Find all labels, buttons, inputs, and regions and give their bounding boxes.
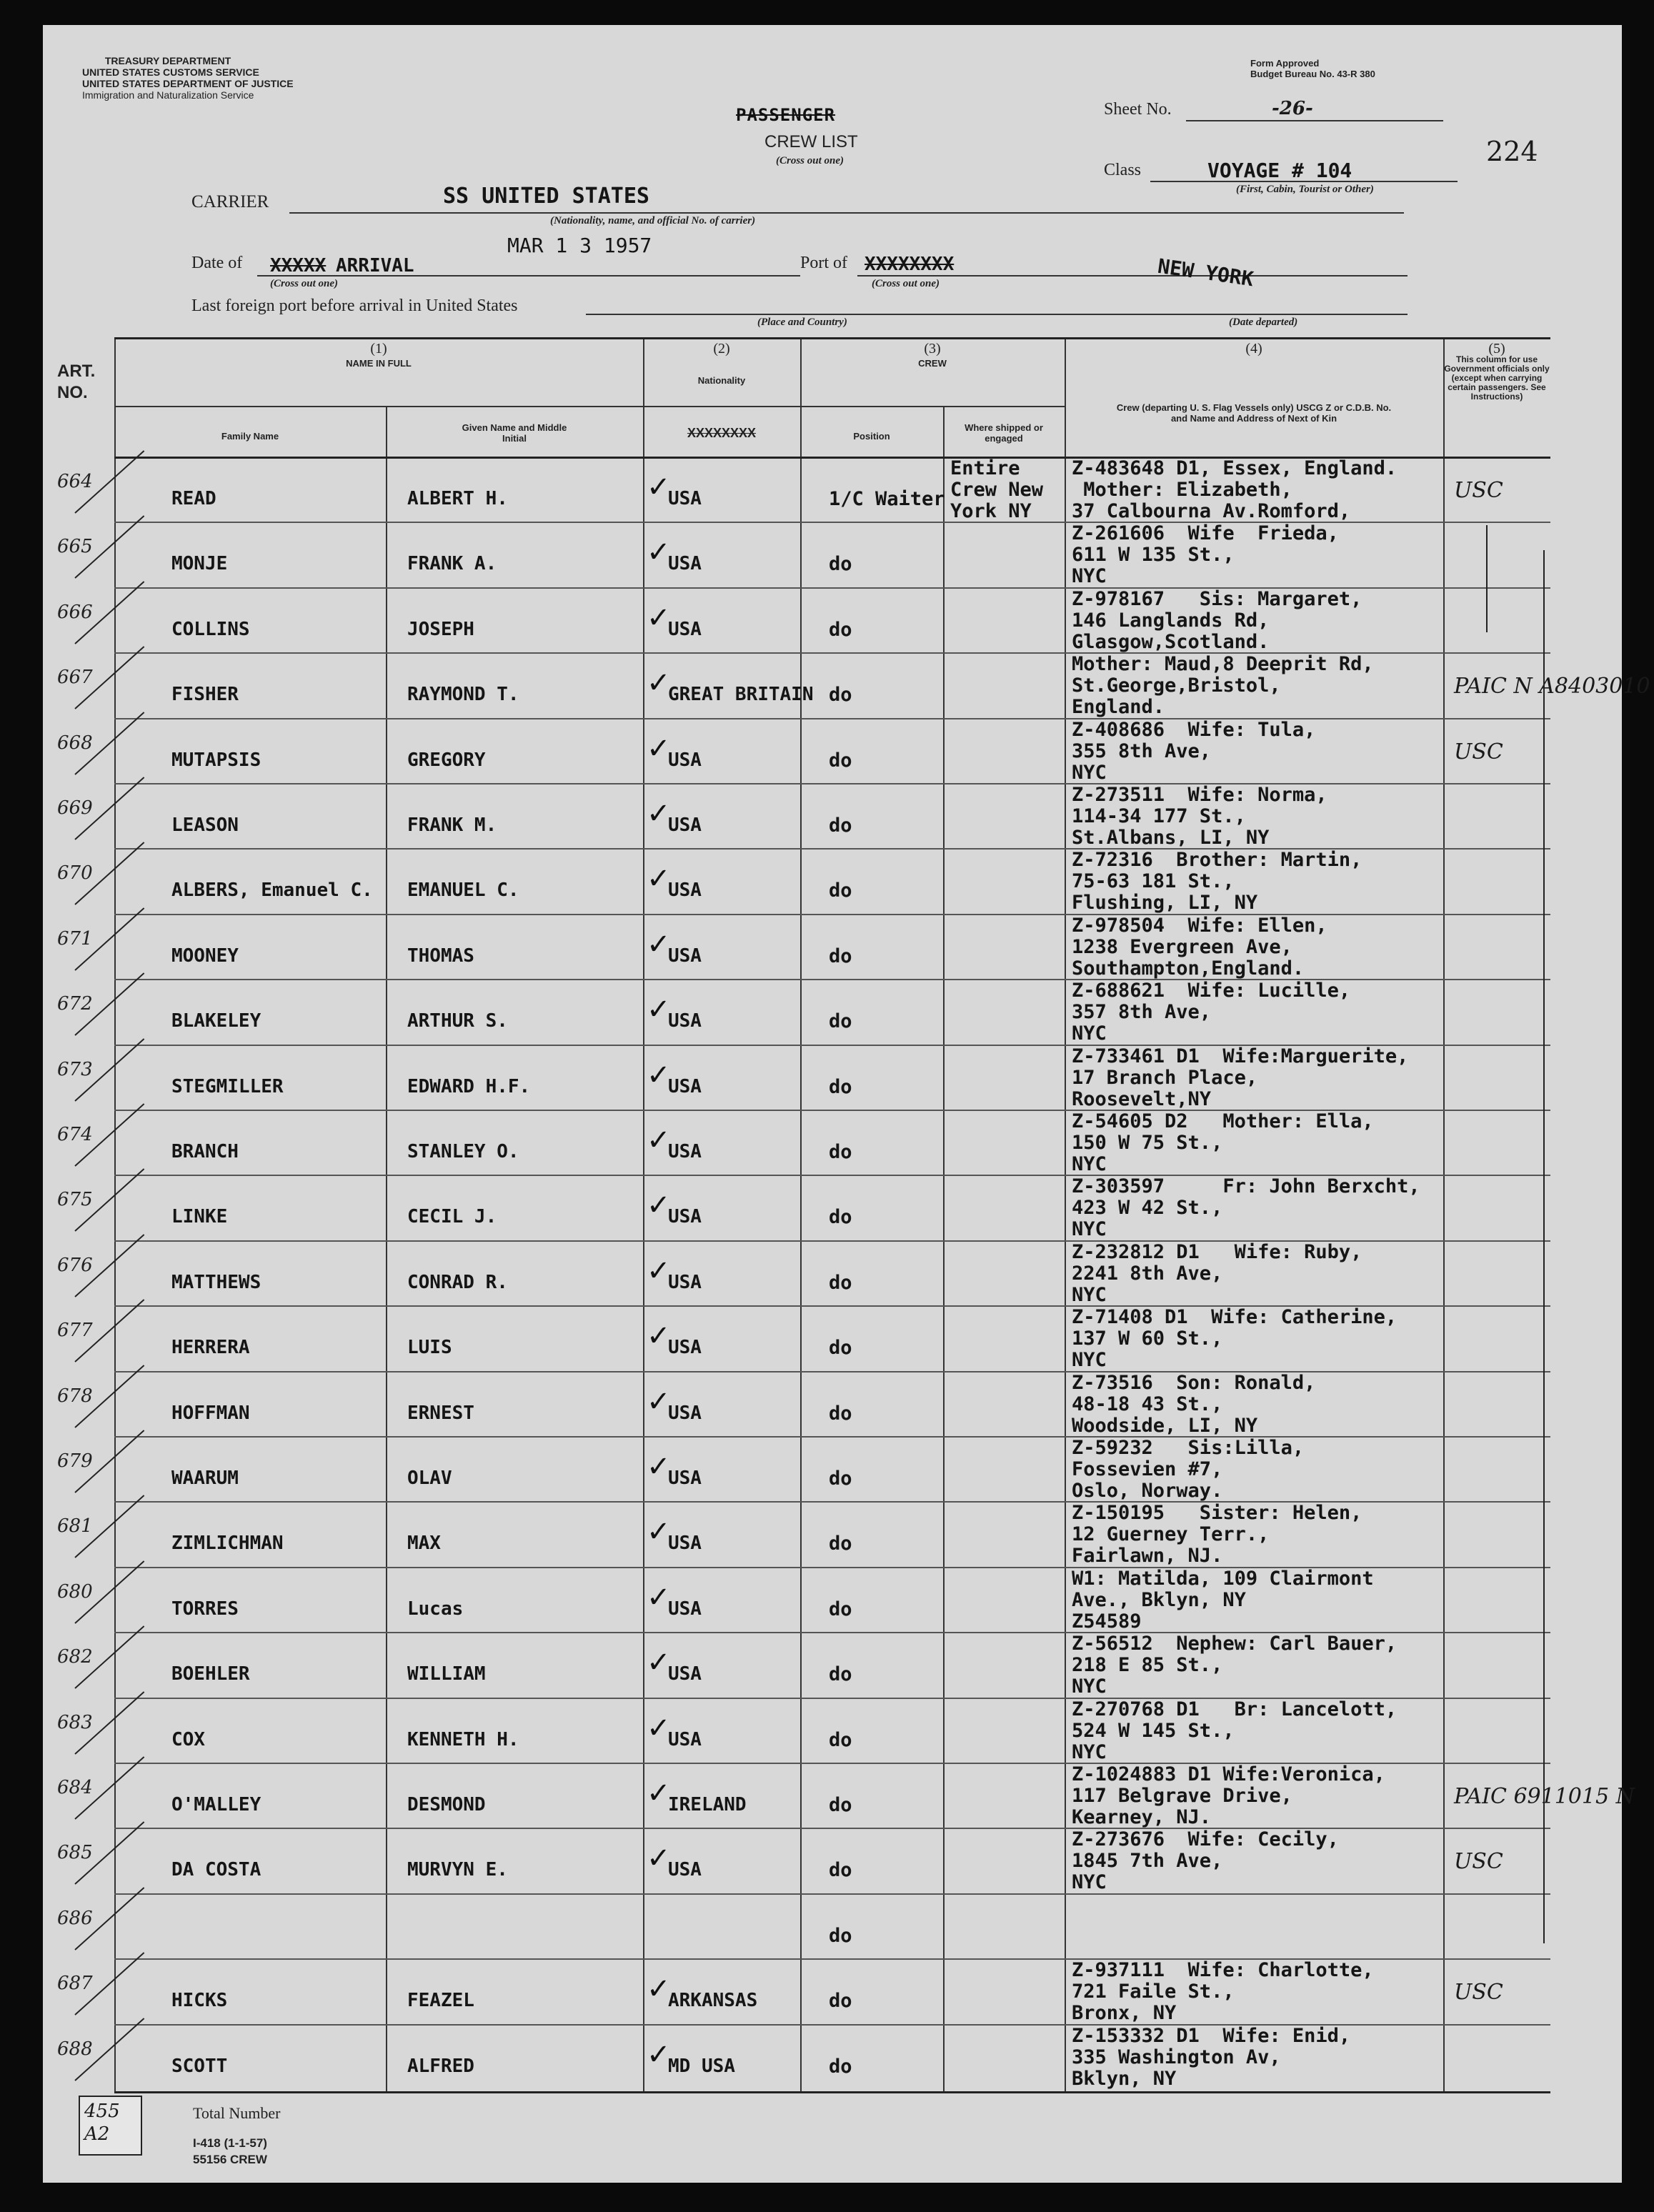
position: do <box>829 618 852 641</box>
family-name: LEASON <box>171 814 239 836</box>
given-name: ALBERT H. <box>407 488 508 509</box>
given-name: JOSEPH <box>407 618 474 640</box>
form-title: CREW LIST <box>764 132 858 151</box>
given-name: WILLIAM <box>407 1663 486 1685</box>
agency-block <box>82 55 294 101</box>
checkmark-icon: ✓ <box>647 1058 671 1092</box>
col3b-title: Where shipped or engaged <box>965 422 1043 444</box>
table-row <box>57 1501 1550 1568</box>
position: do <box>829 1728 852 1751</box>
next-of-kin: Z-71408 D1 Wife: Catherine, 137 W 60 St., NYC <box>1072 1306 1398 1372</box>
family-name: O'MALLEY <box>171 1794 261 1815</box>
art-number: 678 <box>57 1385 93 1407</box>
nationality: USA <box>668 488 702 509</box>
family-name: MATTHEWS <box>171 1271 261 1293</box>
table-row <box>57 979 1550 1045</box>
class-caption: (First, Cabin, Tourist or Other) <box>1236 184 1374 195</box>
position: do <box>829 2055 852 2078</box>
checkmark-icon: ✓ <box>647 1320 671 1353</box>
given-name: THOMAS <box>407 945 474 967</box>
given-name: EDWARD H.F. <box>407 1075 531 1097</box>
position: do <box>829 1663 852 1686</box>
form-approved: Form Approved <box>1250 58 1320 69</box>
art-number: 677 <box>57 1320 93 1342</box>
checkmark-icon: ✓ <box>647 732 671 765</box>
family-name: MUTAPSIS <box>171 749 261 771</box>
table-row <box>57 1698 1550 1763</box>
tally-note: 455 A2 <box>84 2101 132 2145</box>
checkmark-icon: ✓ <box>647 471 671 504</box>
checkmark-icon: ✓ <box>647 2038 671 2071</box>
nationality: USA <box>668 1206 702 1228</box>
date-stamp: MAR 1 3 1957 <box>507 234 652 257</box>
next-of-kin: Z-153332 D1 Wife: Enid, 335 Washington Av, Bklyn, NY <box>1072 2024 1351 2090</box>
given-name: DESMOND <box>407 1794 486 1815</box>
art-number: 687 <box>57 1973 93 1995</box>
art-number: 670 <box>57 862 93 885</box>
family-name: HOFFMAN <box>171 1402 250 1424</box>
checkmark-icon: ✓ <box>647 1124 671 1157</box>
checkmark-icon: ✓ <box>647 601 671 634</box>
checkmark-icon: ✓ <box>647 797 671 830</box>
position: do <box>829 814 852 837</box>
col5-number: (5) <box>1488 341 1505 357</box>
position: do <box>829 1468 852 1490</box>
nationality: IRELAND <box>668 1794 747 1815</box>
table-row <box>57 652 1650 719</box>
checkmark-icon: ✓ <box>647 1515 671 1549</box>
agency-line: Immigration and Naturalization Service <box>82 89 254 101</box>
official-note: USC <box>1454 1849 1503 1875</box>
table-row <box>57 1632 1550 1698</box>
col2-struck: XXXXXXXX <box>687 426 757 440</box>
budget-bureau: Budget Bureau No. 43-R 380 <box>1250 69 1375 79</box>
table-row <box>57 1828 1550 1894</box>
given-name: KENNETH H. <box>407 1728 519 1750</box>
date-departed-caption: (Date departed) <box>1229 317 1298 328</box>
table-row <box>57 1371 1550 1437</box>
table-row <box>57 783 1550 849</box>
table-row <box>57 1110 1550 1175</box>
next-of-kin: Z-232812 D1 Wife: Ruby, 2241 8th Ave, NYC <box>1072 1240 1362 1306</box>
next-of-kin: Z-483648 D1, Essex, England. Mother: Elizabeth, 37 Calbourna Av.Romford, <box>1072 457 1398 522</box>
art-number: 665 <box>57 536 93 558</box>
agency-line: TREASURY DEPARTMENT <box>104 55 231 66</box>
checkmark-icon: ✓ <box>647 1842 671 1875</box>
family-name: SCOTT <box>171 2055 228 2077</box>
arrow-line <box>1486 525 1488 632</box>
art-number: 675 <box>57 1189 93 1211</box>
position: do <box>829 1794 852 1816</box>
position: do <box>829 1141 852 1163</box>
family-name: ALBERS, Emanuel C. <box>171 880 373 902</box>
position: do <box>829 1859 852 1882</box>
nationality: USA <box>668 1663 702 1685</box>
nationality: USA <box>668 1010 702 1032</box>
family-name: MONJE <box>171 553 228 575</box>
given-name: STANLEY O. <box>407 1141 519 1162</box>
port-label: Port of <box>800 254 847 272</box>
family-name: LINKE <box>171 1206 228 1228</box>
art-number: 685 <box>57 1842 93 1864</box>
nationality: USA <box>668 1271 702 1293</box>
given-name: CECIL J. <box>407 1206 497 1228</box>
next-of-kin: W1: Matilda, 109 Clairmont Ave., Bklyn, NY Z54589 <box>1072 1567 1374 1633</box>
table-row <box>57 1045 1550 1110</box>
next-of-kin: Z-1024883 D1 Wife:Veronica, 117 Belgrave Drive, Kearney, NJ. <box>1072 1763 1385 1828</box>
sheet-value: -26- <box>1272 98 1313 119</box>
family-name: READ <box>171 488 216 509</box>
next-of-kin: Z-54605 D2 Mother: Ella, 150 W 75 St., NYC <box>1072 1110 1374 1175</box>
arrow-line <box>1543 550 1545 1943</box>
art-number: 682 <box>57 1646 93 1668</box>
position: do <box>829 1598 852 1620</box>
table-row <box>57 1175 1550 1241</box>
next-of-kin: Z-408686 Wife: Tula, 355 8th Ave, NYC <box>1072 718 1316 784</box>
nationality: USA <box>668 945 702 967</box>
class-value: VOYAGE # 104 <box>1207 159 1352 182</box>
col2-title: Nationality <box>697 375 746 386</box>
official-note: USC <box>1454 739 1503 764</box>
nationality: USA <box>668 1337 702 1359</box>
col4-number: (4) <box>1245 341 1262 357</box>
carrier-caption: (Nationality, name, and official No. of carrier) <box>550 215 756 226</box>
nationality: GREAT BRITAIN <box>668 684 814 706</box>
next-of-kin: Z-937111 Wife: Charlotte, 721 Faile St., Bronx, NY <box>1072 1959 1374 2025</box>
title-caption: (Cross out one) <box>776 155 845 166</box>
given-name: ERNEST <box>407 1402 474 1424</box>
table-row <box>57 1567 1550 1633</box>
given-name: Lucas <box>407 1598 464 1620</box>
next-of-kin: Z-150195 Sister: Helen, 12 Guerney Terr., Fairlawn, NJ. <box>1072 1502 1362 1568</box>
next-of-kin: Z-273511 Wife: Norma, 114-34 177 St., St.Albans, LI, NY <box>1072 784 1327 849</box>
col1a-title: Family Name <box>221 431 279 442</box>
date-caption: (Cross out one) <box>270 278 339 289</box>
official-note: USC <box>1454 1980 1503 2006</box>
table-row <box>57 718 1550 784</box>
nationality: USA <box>668 1598 702 1620</box>
art-number: 668 <box>57 732 93 754</box>
family-name: FISHER <box>171 684 239 706</box>
family-name: HERRERA <box>171 1337 250 1359</box>
art-number: 671 <box>57 927 93 950</box>
nationality: USA <box>668 1533 702 1555</box>
position: do <box>829 1402 852 1425</box>
art-number: 686 <box>57 1907 93 1929</box>
agency-line: UNITED STATES DEPARTMENT OF JUSTICE <box>82 78 294 89</box>
family-name: WAARUM <box>171 1468 239 1489</box>
given-name: ARTHUR S. <box>407 1010 508 1032</box>
checkmark-icon: ✓ <box>647 1711 671 1745</box>
position: do <box>829 684 852 707</box>
position: do <box>829 1206 852 1229</box>
given-name: MURVYN E. <box>407 1859 508 1881</box>
art-number: 684 <box>57 1777 93 1798</box>
position: do <box>829 1990 852 2013</box>
port-caption: (Cross out one) <box>872 278 940 289</box>
date-label: Date of <box>191 254 243 272</box>
carrier-value: SS UNITED STATES <box>443 184 649 209</box>
table-row <box>57 914 1550 980</box>
form-code: 55156 CREW <box>193 2153 267 2166</box>
table-row <box>57 1436 1550 1502</box>
family-name: MOONEY <box>171 945 239 967</box>
given-name: LUIS <box>407 1337 452 1359</box>
table-row <box>57 1958 1550 2025</box>
col3a-title: Position <box>853 431 890 442</box>
table-row <box>57 1763 1635 1828</box>
family-name: DA COSTA <box>171 1859 261 1881</box>
nationality: USA <box>668 814 702 836</box>
shipped-engaged: Entire Crew New York NY <box>950 457 1044 522</box>
position: do <box>829 1075 852 1098</box>
table-row <box>57 1240 1550 1306</box>
checkmark-icon: ✓ <box>647 1646 671 1680</box>
nationality: USA <box>668 880 702 902</box>
date-arrival: ARRIVAL <box>336 255 414 276</box>
art-number: 676 <box>57 1254 93 1276</box>
given-name: RAYMOND T. <box>407 684 519 706</box>
next-of-kin: Z-733461 D1 Wife:Marguerite, 17 Branch Place, Roosevelt,NY <box>1072 1045 1409 1110</box>
port-value: NEW YORK <box>1156 254 1255 292</box>
checkmark-icon: ✓ <box>647 862 671 896</box>
next-of-kin: Mother: Maud,8 Deeprit Rd, St.George,Bristol, England. <box>1072 653 1374 719</box>
col1b-title: Given Name and Middle Initial <box>462 422 567 444</box>
checkmark-icon: ✓ <box>647 667 671 700</box>
art-number: 664 <box>57 471 93 492</box>
position: do <box>829 1533 852 1555</box>
family-name: BOEHLER <box>171 1663 250 1685</box>
carrier-label: CARRIER <box>191 192 269 211</box>
art-number: 680 <box>57 1580 93 1603</box>
checkmark-icon: ✓ <box>647 1189 671 1222</box>
port-struck: XXXXXXXX <box>865 254 955 275</box>
col5-title: This column for use Government officials only (except when carrying certain passengers. See Instructions) <box>1444 354 1550 402</box>
position: do <box>829 1337 852 1360</box>
position: do <box>829 880 852 902</box>
given-name: CONRAD R. <box>407 1271 508 1293</box>
artno-header: ART. NO. <box>57 362 96 402</box>
given-name: FRANK M. <box>407 814 497 836</box>
tally-box <box>79 2096 142 2156</box>
nationality: USA <box>668 553 702 575</box>
family-name: BLAKELEY <box>171 1010 261 1032</box>
family-name: BRANCH <box>171 1141 239 1162</box>
given-name: OLAV <box>407 1468 452 1489</box>
art-number: 683 <box>57 1711 93 1733</box>
next-of-kin: Z-978167 Sis: Margaret, 146 Langlands Rd, Glasgow,Scotland. <box>1072 587 1362 653</box>
art-number: 679 <box>57 1450 93 1472</box>
nationality: USA <box>668 1141 702 1162</box>
nationality: MD USA <box>668 2055 735 2077</box>
struck-title: PASSENGER <box>736 105 836 125</box>
checkmark-icon: ✓ <box>647 1777 671 1810</box>
next-of-kin: Z-59232 Sis:Lilla, Fossevien #7, Oslo, Norway. <box>1072 1437 1305 1502</box>
next-of-kin: Z-270768 D1 Br: Lancelott, 524 W 145 St., NYC <box>1072 1698 1398 1763</box>
position: 1/C Waiter <box>829 488 945 510</box>
art-number: 672 <box>57 993 93 1015</box>
page-number: 224 <box>1486 136 1538 167</box>
art-number: 688 <box>57 2038 93 2060</box>
given-name: FEAZEL <box>407 1990 474 2012</box>
table-row <box>57 457 1550 522</box>
checkmark-icon: ✓ <box>647 927 671 961</box>
family-name: TORRES <box>171 1598 239 1620</box>
position: do <box>829 749 852 772</box>
family-name: COLLINS <box>171 618 250 640</box>
nationality: USA <box>668 1468 702 1489</box>
col4-title: Crew (departing U. S. Flag Vessels only) USCG Z or C.D.B. No. and Name and Address of Next of Kin <box>1116 402 1392 424</box>
given-name: ALFRED <box>407 2055 474 2077</box>
place-caption: (Place and Country) <box>757 317 847 328</box>
checkmark-icon: ✓ <box>647 536 671 569</box>
nationality: USA <box>668 618 702 640</box>
family-name: STEGMILLER <box>171 1075 284 1097</box>
art-number: 667 <box>57 667 93 689</box>
art-number: 674 <box>57 1124 93 1145</box>
position: do <box>829 553 852 576</box>
table-row <box>57 1305 1550 1372</box>
official-note: PAIC 6911015 N <box>1454 1784 1635 1809</box>
crew-list-sheet <box>43 25 1650 2183</box>
nationality: ARKANSAS <box>668 1990 758 2012</box>
checkmark-icon: ✓ <box>647 1580 671 1614</box>
checkmark-icon: ✓ <box>647 1973 671 2006</box>
given-name: MAX <box>407 1533 441 1555</box>
position: do <box>829 1924 852 1947</box>
position: do <box>829 1010 852 1033</box>
date-struck: XXXXX <box>270 255 327 276</box>
next-of-kin: Z-72316 Brother: Martin, 75-63 181 St., Flushing, LI, NY <box>1072 849 1362 915</box>
col2-number: (2) <box>713 341 730 357</box>
next-of-kin: Z-73516 Son: Ronald, 48-18 43 St., Woodside, LI, NY <box>1072 1371 1316 1437</box>
art-number: 669 <box>57 797 93 819</box>
next-of-kin: Z-261606 Wife Frieda, 611 W 135 St., NYC <box>1072 522 1339 588</box>
checkmark-icon: ✓ <box>647 1385 671 1418</box>
art-number: 673 <box>57 1058 93 1080</box>
table-row <box>57 848 1550 915</box>
position: do <box>829 1271 852 1294</box>
nationality: USA <box>668 1728 702 1750</box>
official-note: PAIC N A8403010 <box>1454 674 1650 699</box>
given-name: EMANUEL C. <box>407 880 519 902</box>
col1-number: (1) <box>370 341 387 357</box>
nationality: USA <box>668 1075 702 1097</box>
nationality: USA <box>668 749 702 771</box>
form-approved-block <box>1250 58 1375 79</box>
col3-number: (3) <box>924 341 941 357</box>
art-number: 666 <box>57 601 93 623</box>
family-name: HICKS <box>171 1990 228 2012</box>
col1-title: NAME IN FULL <box>346 358 412 369</box>
given-name: FRANK A. <box>407 553 497 575</box>
table-row <box>57 2024 1550 2090</box>
family-name: ZIMLICHMAN <box>171 1533 284 1555</box>
table-row <box>57 1893 1550 1958</box>
form-number: I-418 (1-1-57) <box>193 2136 267 2150</box>
position: do <box>829 945 852 967</box>
class-label: Class <box>1104 161 1142 179</box>
next-of-kin: Z-688621 Wife: Lucille, 357 8th Ave, NYC <box>1072 980 1351 1045</box>
next-of-kin: Z-303597 Fr: John Berxcht, 423 W 42 St., NYC <box>1072 1175 1420 1241</box>
last-port-label: Last foreign port before arrival in United States <box>191 297 518 315</box>
total-label: Total Number <box>193 2104 281 2122</box>
next-of-kin: Z-273676 Wife: Cecily, 1845 7th Ave, NYC <box>1072 1828 1339 1894</box>
checkmark-icon: ✓ <box>647 1450 671 1483</box>
sheet-label: Sheet No. <box>1104 100 1172 119</box>
official-note: USC <box>1454 478 1503 503</box>
agency-line: UNITED STATES CUSTOMS SERVICE <box>82 66 259 78</box>
col3-title: CREW <box>918 358 947 369</box>
next-of-kin: Z-978504 Wife: Ellen, 1238 Evergreen Ave, Southampton,England. <box>1072 914 1327 980</box>
given-name: GREGORY <box>407 749 486 771</box>
table-row <box>57 522 1550 588</box>
art-number: 681 <box>57 1515 93 1538</box>
next-of-kin: Z-56512 Nephew: Carl Bauer, 218 E 85 St., NYC <box>1072 1633 1398 1698</box>
checkmark-icon: ✓ <box>647 1254 671 1287</box>
nationality: USA <box>668 1859 702 1881</box>
family-name: COX <box>171 1728 205 1750</box>
table-row <box>57 587 1550 653</box>
checkmark-icon: ✓ <box>647 993 671 1027</box>
nationality: USA <box>668 1402 702 1424</box>
